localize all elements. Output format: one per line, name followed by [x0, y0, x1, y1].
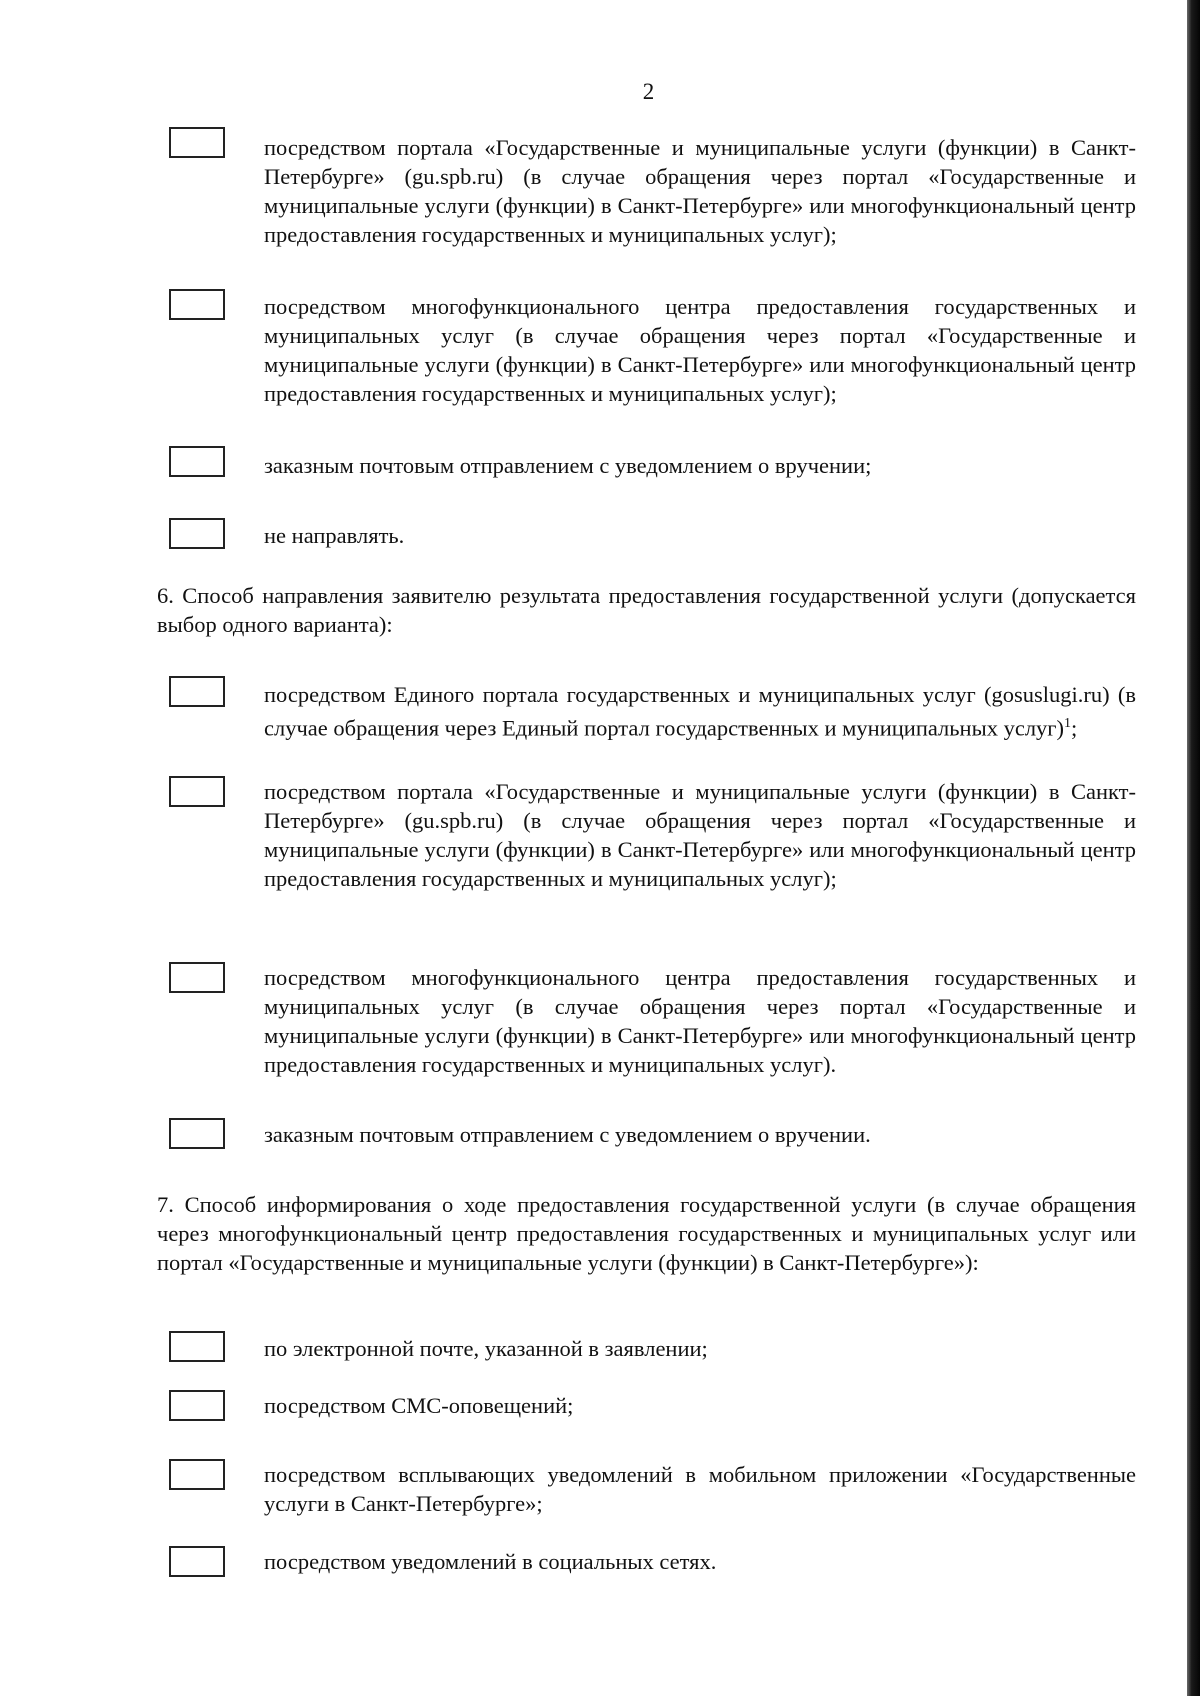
option-checkbox[interactable]	[169, 289, 225, 320]
option-checkbox[interactable]	[169, 676, 225, 707]
option-checkbox[interactable]	[169, 1390, 225, 1421]
option-checkbox[interactable]	[169, 776, 225, 807]
option-label: посредством портала «Государственные и муниципальные услуги (функции) в Санкт-Петербурге» (gu.spb.ru) (в случае обращения через портал «Государственные и муниципальные услуги (функции) в Санкт-Петербурге» или многофункциональный центр предоставления государственных и муниципальных услуг);	[264, 135, 1136, 247]
section6-heading: 6. Способ направления заявителю результата предоставления государственной услуги (допускается выбор одного варианта):	[157, 583, 1136, 637]
option-label: посредством многофункционального центра предоставления государственных и муниципальных услуг (в случае обращения через портал «Государственные и муниципальные услуги (функции) в Санкт-Петербурге» или многофункциональный центр предоставления государственных и муниципальных услуг).	[264, 965, 1136, 1077]
option-checkbox[interactable]	[169, 962, 225, 993]
option-checkbox[interactable]	[169, 518, 225, 549]
option-checkbox[interactable]	[169, 1459, 225, 1490]
page-number: 2	[642, 79, 655, 104]
footnote-marker: 1	[1064, 716, 1072, 731]
option-label: по электронной почте, указанной в заявлении;	[264, 1336, 708, 1361]
option-label-text: посредством Единого портала государственных и муниципальных услуг (gosuslugi.ru) (в случае обращения через Единый портал государственных и муниципальных услуг)	[264, 682, 1136, 741]
option-label: посредством СМС-оповещений;	[264, 1393, 574, 1418]
option-checkbox[interactable]	[169, 1331, 225, 1362]
option-label: посредством многофункционального центра предоставления государственных и муниципальных услуг (в случае обращения через портал «Государственные и муниципальные услуги (функции) в Санкт-Петербурге» или многофункциональный центр предоставления государственных и муниципальных услуг);	[264, 294, 1136, 406]
option-label	[264, 680, 1136, 743]
section7-heading: 7. Способ информирования о ходе предоставления государственной услуги (в случае обращения через многофункциональный центр предоставления государственных и муниципальных услуг или портал «Государственные и муниципальные услуги (функции) в Санкт-Петербурге»):	[157, 1192, 1136, 1275]
option-checkbox[interactable]	[169, 446, 225, 477]
option-label: не направлять.	[264, 523, 405, 548]
option-label: заказным почтовым отправлением с уведомлением о вручении;	[264, 453, 872, 478]
option-label: посредством всплывающих уведомлений в мобильном приложении «Государственные услуги в Санкт-Петербурге»;	[264, 1462, 1136, 1516]
option-label: заказным почтовым отправлением с уведомлением о вручении.	[264, 1122, 871, 1147]
option-checkbox[interactable]	[169, 127, 225, 158]
option-checkbox[interactable]	[169, 1546, 225, 1577]
option-label: посредством уведомлений в социальных сетях.	[264, 1549, 717, 1574]
option-label: посредством портала «Государственные и муниципальные услуги (функции) в Санкт-Петербурге» (gu.spb.ru) (в случае обращения через портал «Государственные и муниципальные услуги (функции) в Санкт-Петербурге» или многофункциональный центр предоставления государственных и муниципальных услуг);	[264, 779, 1136, 891]
option-checkbox[interactable]	[169, 1118, 225, 1149]
scan-edge-border	[1187, 0, 1200, 1696]
option-label-suffix: ;	[1071, 715, 1078, 741]
